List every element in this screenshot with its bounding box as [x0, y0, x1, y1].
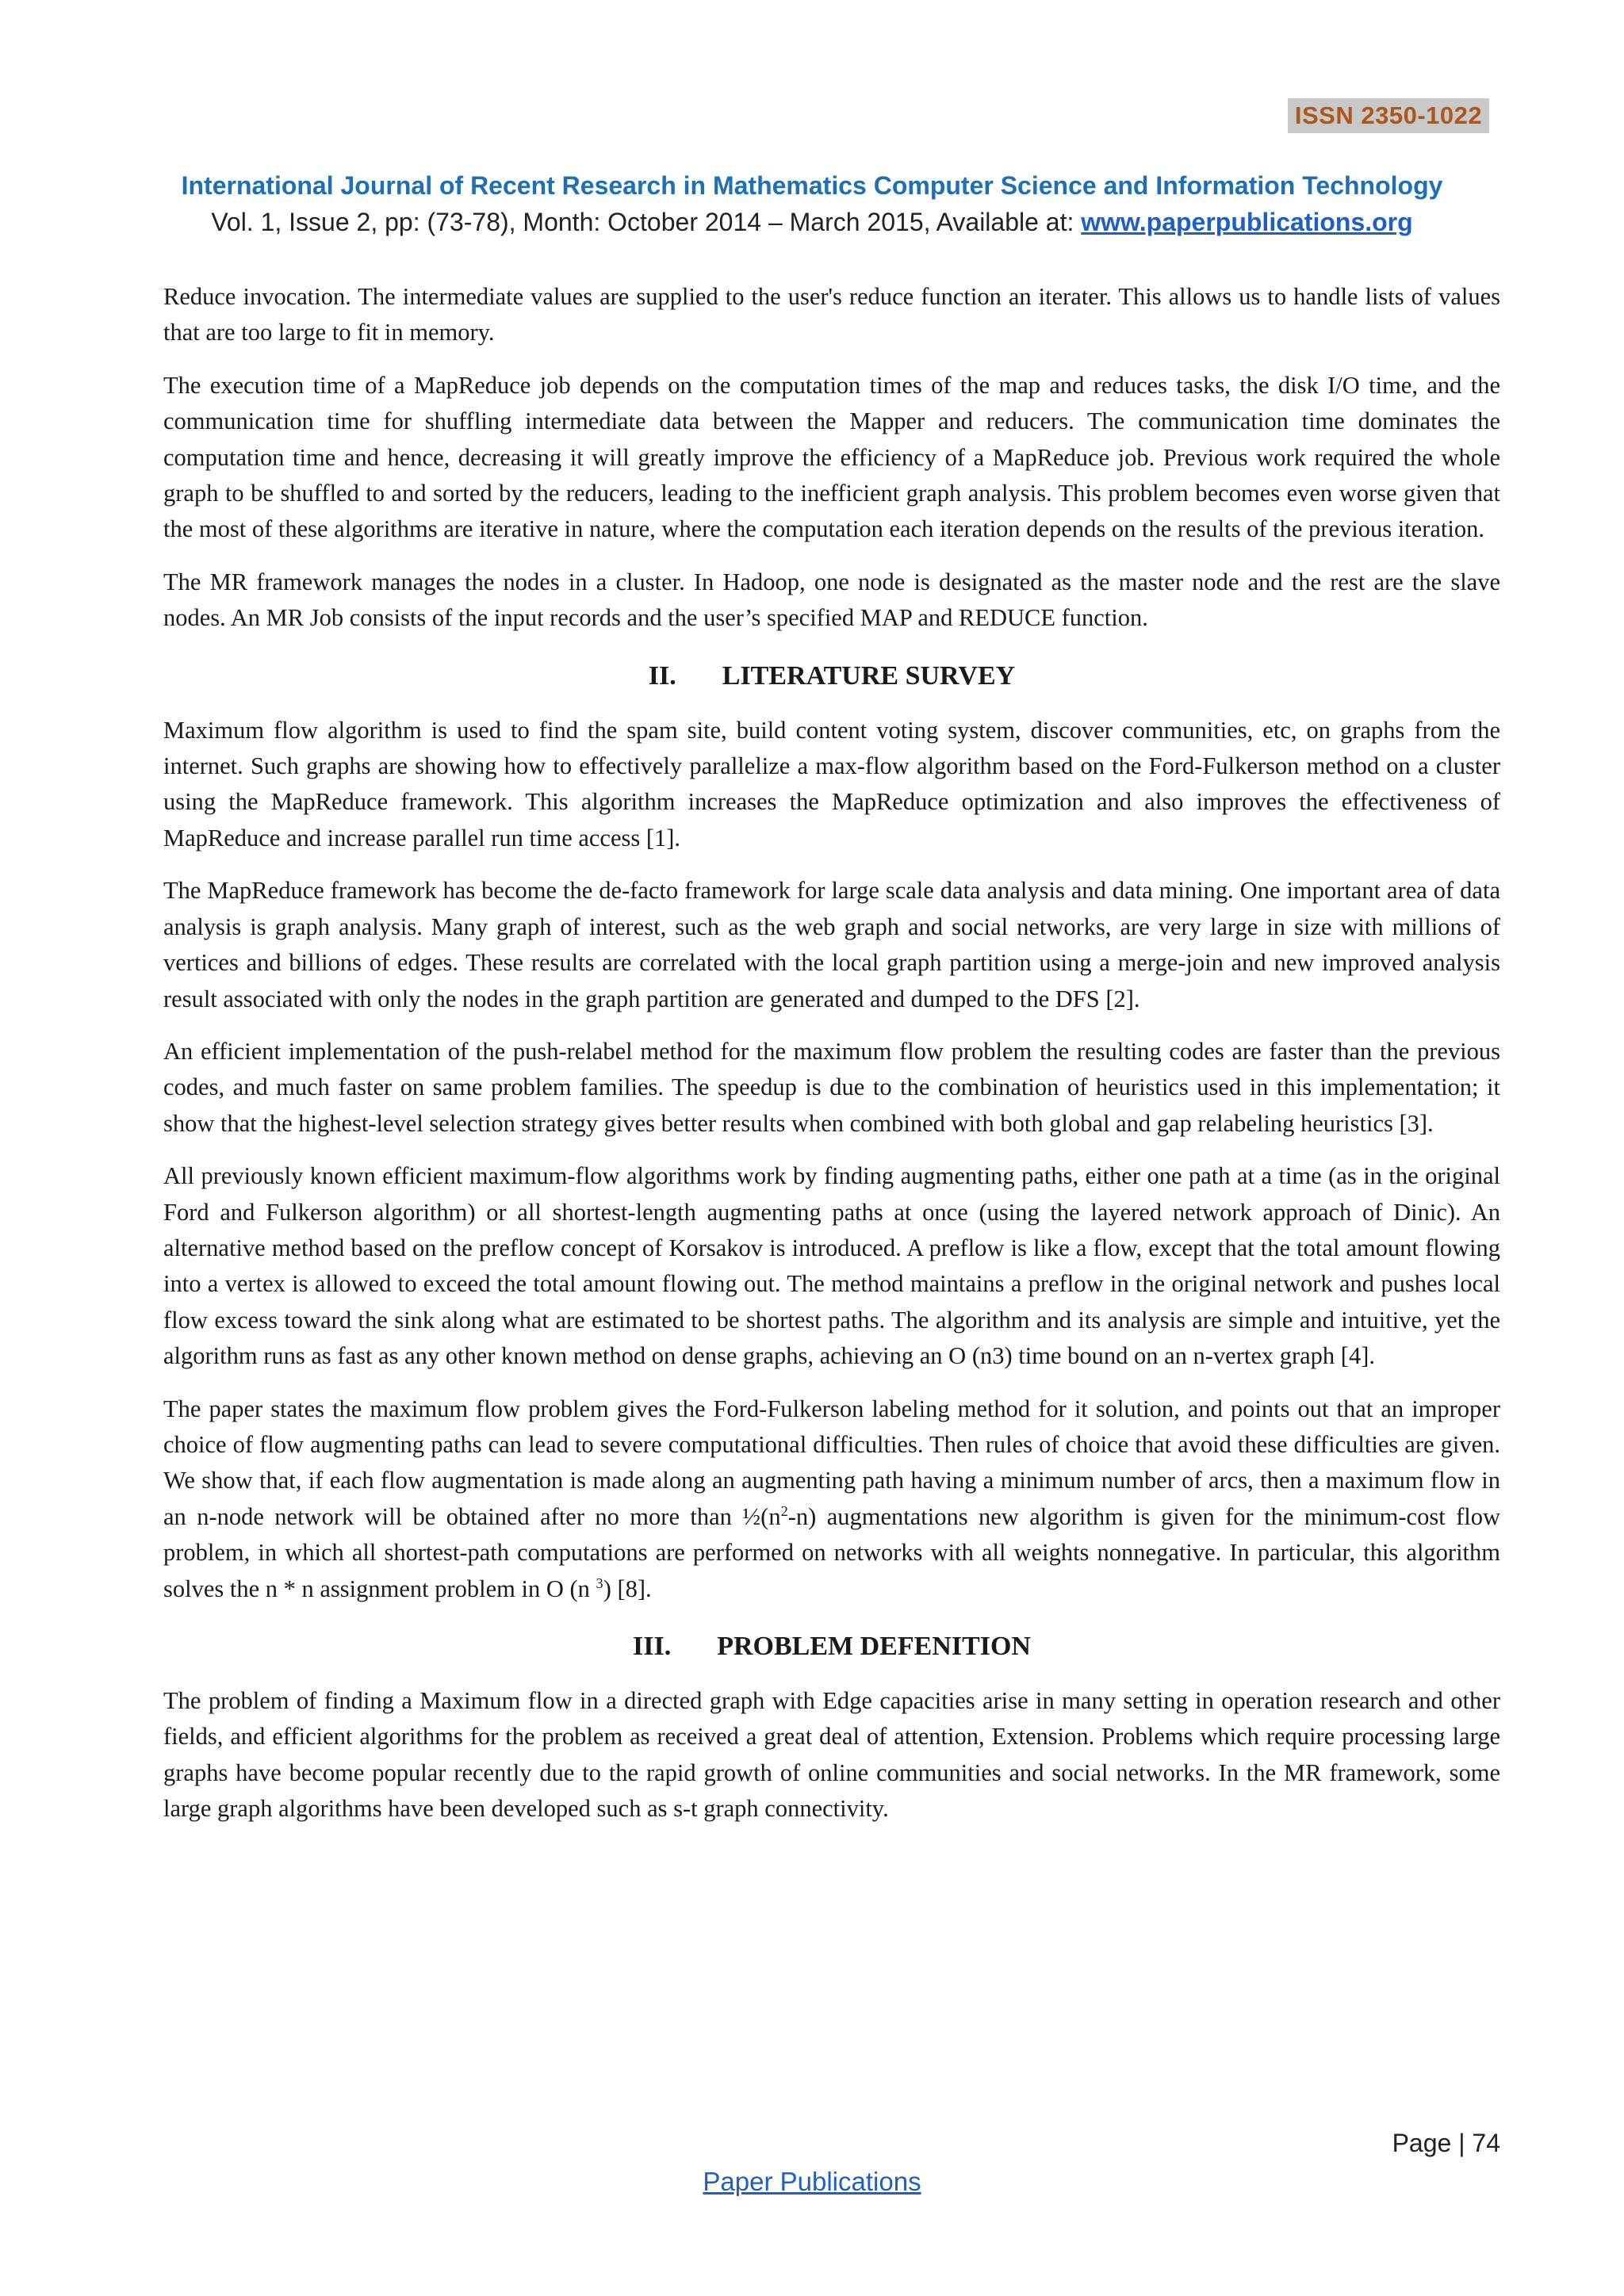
paragraph-text: -n) augmentations new algorithm is given for the minimum-cost flow problem, in which all shortest-path computations are performed on networks with all weights nonnegative. In particular, this algorithm solves the n * n assignment problem in O (n	[163, 1502, 1500, 1602]
paragraph: The execution time of a MapReduce job depends on the computation times of the map and reduces tasks, the disk I/O time, and the communication time for shuffling intermediate data between the Mapper and reducers. The communication time dominates the computation time and hence, decreasing it will greatly improve the efficiency of a MapReduce job. Previous work required the whole graph to be shuffled to and sorted by the reducers, leading to the inefficient graph analysis. This problem becomes even worse given that the most of these algorithms are iterative in nature, where the computation each iteration depends on the results of the previous iteration.	[163, 371, 1500, 543]
section-number: II.	[648, 660, 676, 691]
paragraph: The MR framework manages the nodes in a cluster. In Hadoop, one node is designated as the master node and the rest are the slave nodes. An MR Job consists of the input records and the user’s specified MAP and REDUCE function.	[163, 568, 1500, 632]
section-number: III.	[633, 1632, 672, 1661]
page-number: Page | 74	[1392, 2129, 1500, 2157]
paragraph: Maximum flow algorithm is used to find the spam site, build content voting system, discover communities, etc, on graphs from the internet. Such graphs are showing how to effectively parallelize a max-flow algorithm based on the Ford-Fulkerson method on a cluster using the MapReduce framework. This algorithm increases the MapReduce optimization and also improves the effectiveness of MapReduce and increase parallel run time access [1].	[163, 716, 1500, 851]
paragraph: The MapReduce framework has become the de-facto framework for large scale data analysis and data mining. One important area of data analysis is graph analysis. Many graph of interest, such as the web graph and social networks, are very large in size with millions of vertices and billions of edges. These results are correlated with the local graph partition using a merge-join and new improved analysis result associated with only the nodes in the graph partition are generated and dumped to the DFS [2].	[163, 877, 1500, 1012]
superscript: 2	[780, 1502, 788, 1519]
paragraph: An efficient implementation of the push-relabel method for the maximum flow problem the resulting codes are faster than the previous codes, and much faster on same problem families. The speedup is due to the combination of heuristics used in this implementation; it show that the highest-level selection strategy gives better results when combined with both global and gap relabeling heuristics [3].	[163, 1037, 1500, 1137]
publisher-link[interactable]: Paper Publications	[703, 2167, 921, 2196]
paragraph: Reduce invocation. The intermediate values are supplied to the user's reduce function an iterater. This allows us to handle lists of values that are too large to fit in memory.	[163, 283, 1500, 346]
article-body	[163, 279, 1500, 1844]
paragraph: The problem of finding a Maximum flow in a directed graph with Edge capacities arise in many setting in operation research and other fields, and efficient algorithms for the problem as received a great deal of attention, Extension. Problems which require processing large graphs have become popular recently due to the rapid growth of online communities and social networks. In the MR framework, some large graph algorithms have been developed such as s-t graph connectivity.	[163, 1687, 1500, 1823]
issn-badge: ISSN 2350-1022	[1288, 98, 1489, 133]
journal-volume-line	[79, 208, 1545, 237]
section-heading	[163, 657, 1500, 695]
paragraph-text: The paper states the maximum flow problem gives the Ford-Fulkerson labeling method for it solution, and points out that an improper choice of flow augmenting paths can lead to severe computational difficulties. Then rules of choice that avoid these difficulties are given. We show that, if each flow augmentation is made along an augmenting path having a minimum number of arcs, then a maximum flow in an n-node network will be obtained after no more than ½(n	[163, 1395, 1500, 1530]
footer	[0, 2167, 1624, 2197]
paragraph-text: ) [8].	[603, 1575, 652, 1602]
paragraph: All previously known efficient maximum-flow algorithms work by finding augmenting paths, either one path at a time (as in the original Ford and Fulkerson algorithm) or all shortest-length augmenting paths at once (using the layered network approach of Dinic). An alternative method based on the preflow concept of Korsakov is introduced. A preflow is like a flow, except that the total amount flowing into a vertex is allowed to exceed the total amount flowing out. The method maintains a preflow in the original network and pushes local flow excess toward the sink along what are estimated to be shortest paths. The algorithm and its analysis are simple and intuitive, yet the algorithm runs as fast as any other known method on dense graphs, achieving an O (n3) time bound on an n-vertex graph [4].	[163, 1162, 1500, 1370]
section-heading	[163, 1628, 1500, 1666]
paragraph	[163, 1391, 1500, 1607]
journal-title: International Journal of Recent Research in Mathematics Computer Science and Information Technology	[181, 171, 1443, 200]
website-link[interactable]: www.paperpublications.org	[1081, 208, 1413, 236]
section-title: PROBLEM DEFENITION	[717, 1632, 1031, 1661]
superscript: 3	[596, 1575, 603, 1591]
section-title: LITERATURE SURVEY	[722, 660, 1016, 691]
volume-text: Vol. 1, Issue 2, pp: (73-78), Month: October 2014 – March 2015, Available at:	[211, 208, 1082, 236]
